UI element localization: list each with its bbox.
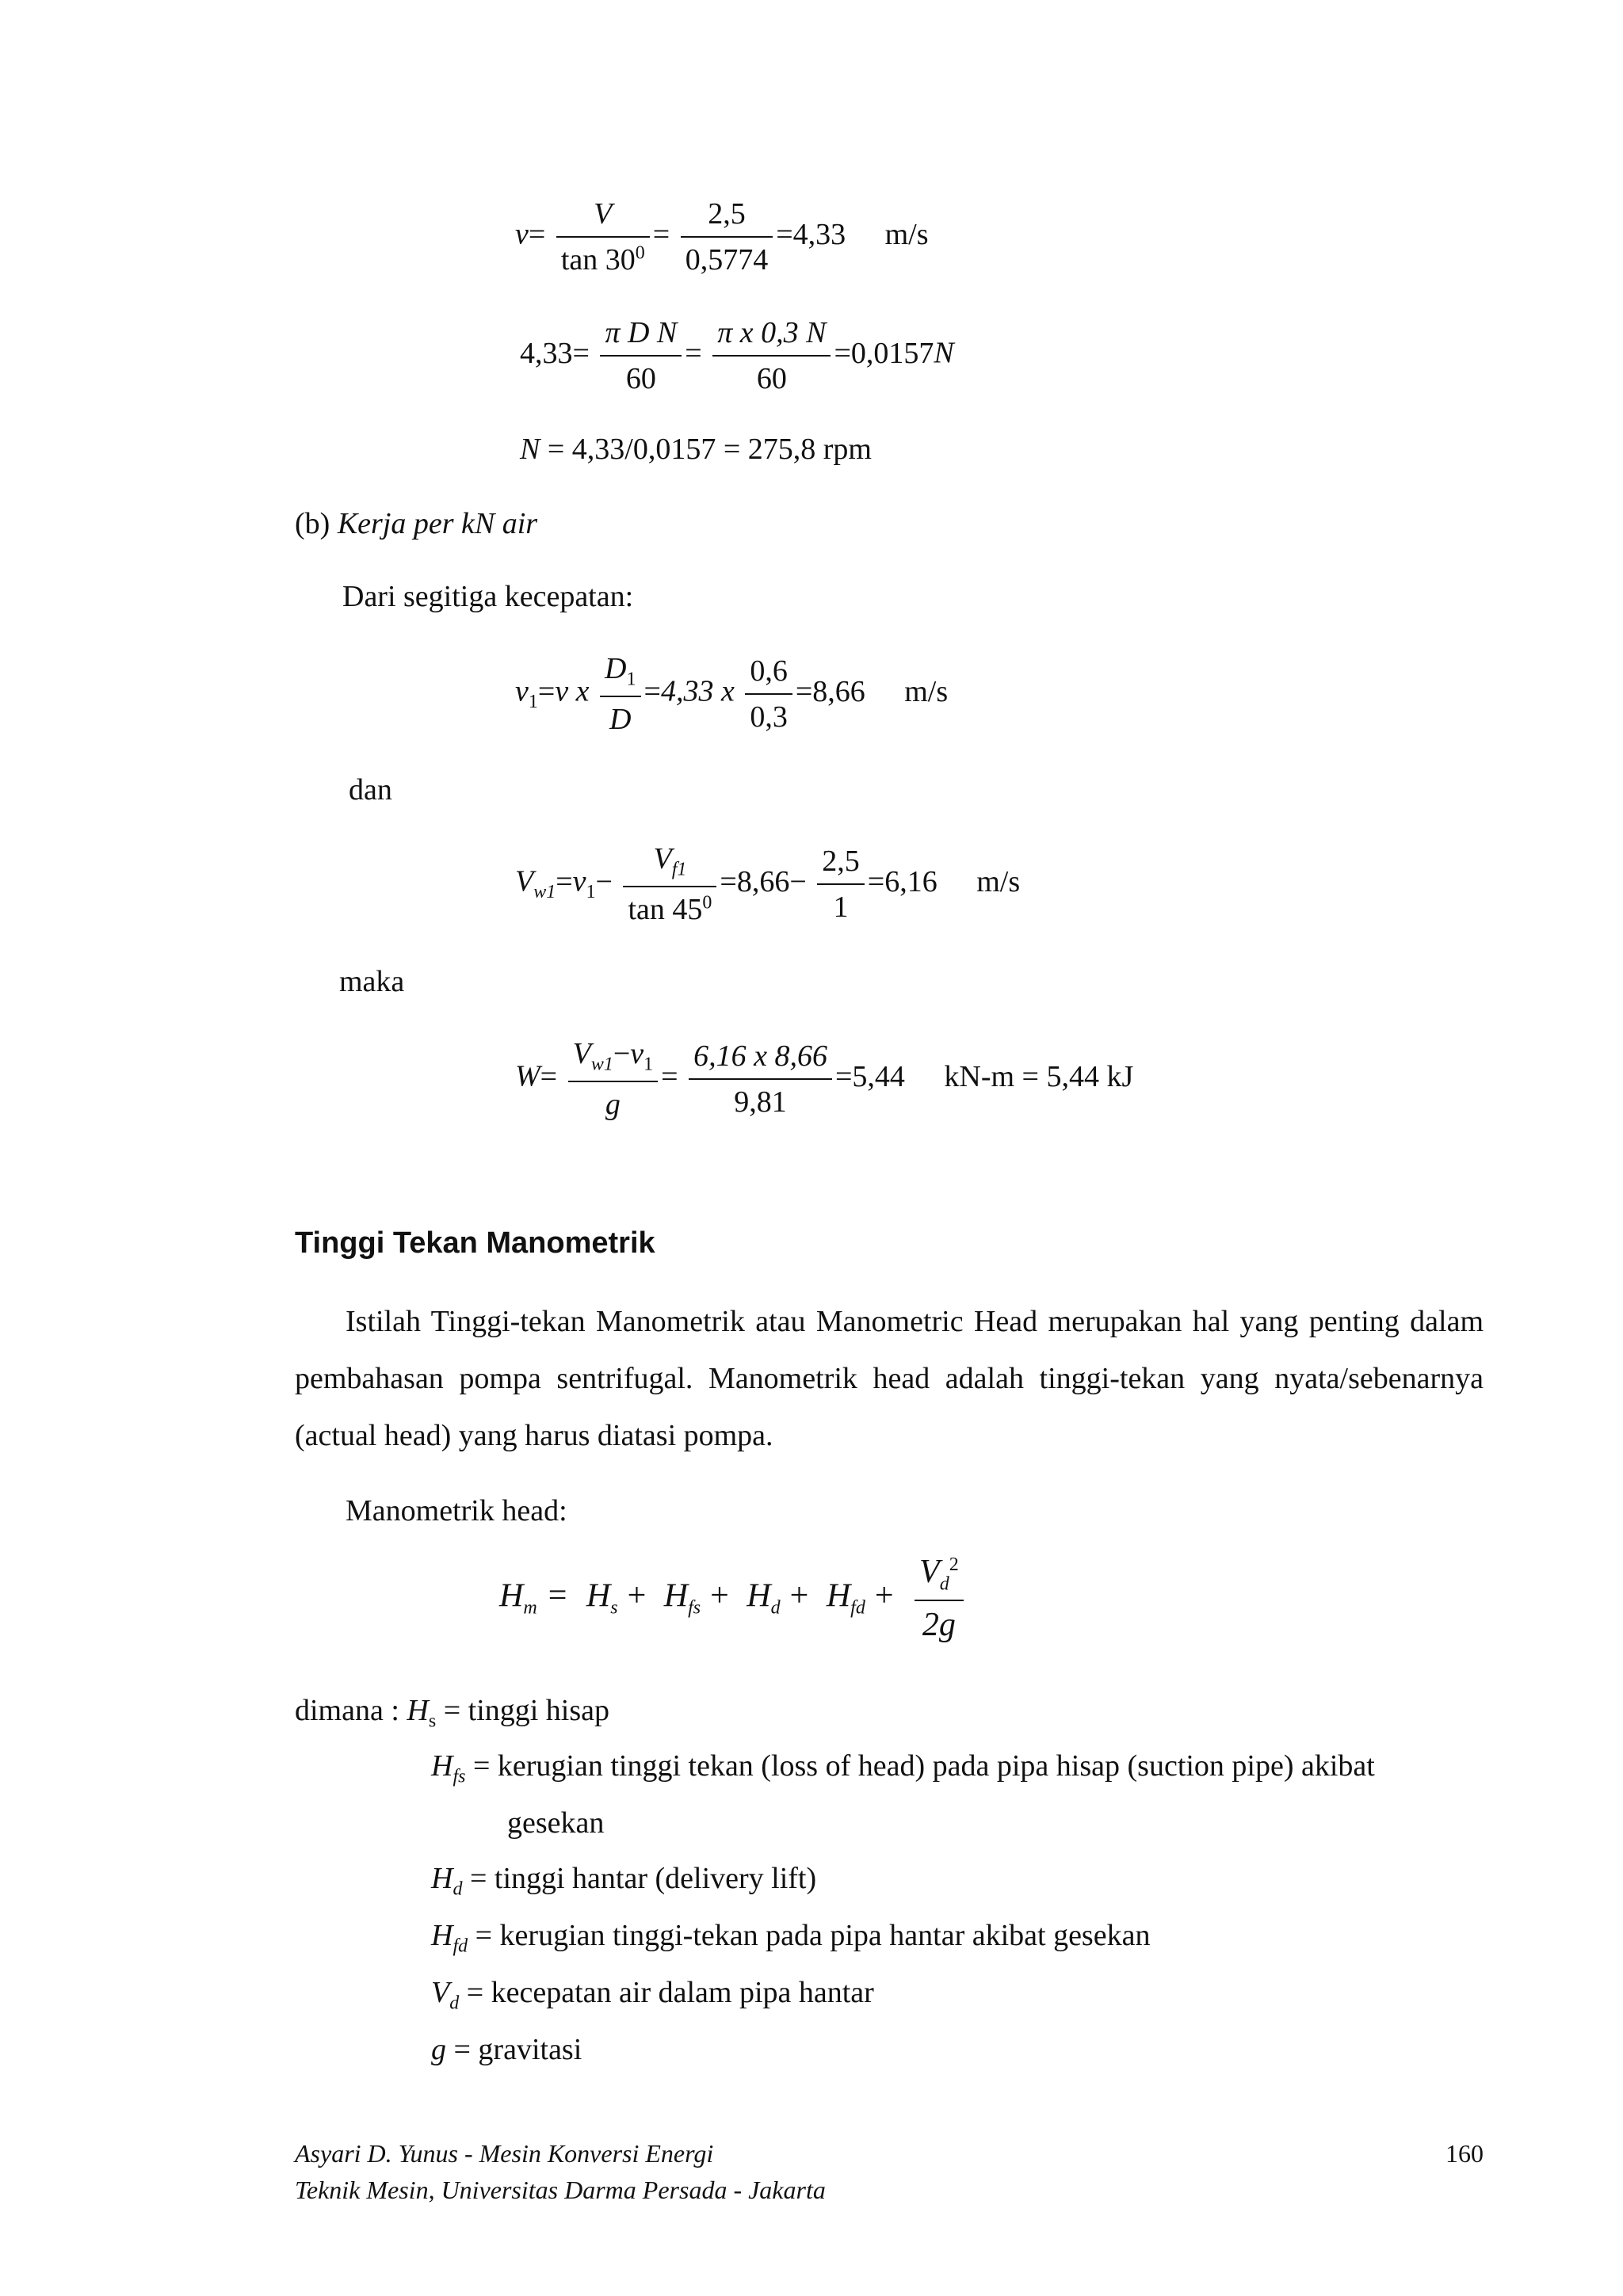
definition-hfd: $H_{fd}$ = kerugian tinggi-tekan pada pipa hantar akibat gesekan xyxy=(431,1919,1151,1957)
definition-hfs-continued: gesekan xyxy=(507,1806,605,1840)
definition-g: g = gravitasi xyxy=(431,2033,582,2066)
section-heading: Tinggi Tekan Manometrik xyxy=(295,1226,655,1260)
footer-institution: Teknik Mesin, Universitas Darma Persada - Jakarta xyxy=(295,2176,826,2204)
equation-manometric-head: $H_m = H_s + H_{fs} + H_d + H_{fd}$ + $\frac{V_d^2}{2g}$ xyxy=(499,1553,967,1644)
definition-hs: dimana : $H_s$ = tinggi hisap xyxy=(295,1694,610,1732)
definition-hd: $H_d$ = tinggi hantar (delivery lift) xyxy=(431,1862,817,1900)
equation-rotational-speed: 4,33= $\frac{\text{π D N}}{60}$ = $\frac{\text{π x 0,3 N}}{60}$ =0,0157N xyxy=(520,316,954,395)
dari-segitiga: Dari segitiga kecepatan: xyxy=(342,580,634,613)
definition-vd: $V_d$ = kecepatan air dalam pipa hantar xyxy=(431,1976,874,2014)
section-b-title: (b) Kerja per kN air xyxy=(295,507,538,540)
equation-n-result: N = 4,33/0,0157 = 275,8 rpm xyxy=(520,433,872,466)
equation-vw1: $V_{w1}=v_1-$ $\frac{V_{f1}}{\tan 45^0}$ =8,66− $\frac{2,5}{1}$ =6,16 m/s xyxy=(515,842,1021,926)
footer-author: Asyari D. Yunus - Mesin Konversi Energi xyxy=(295,2139,714,2168)
equation-v1: $v_1=v$ x $\frac{D_1}{D}$ =4,33 x $\frac{0,6}{0,3}$ =8,66 m/s xyxy=(515,652,949,736)
maka-label: maka xyxy=(339,965,405,998)
equation-work: W= $\frac{V_{w1}-v_1}{g}$ = $\frac{6,16 x 8,66}{9,81}$ =5,44 kN-m = 5,44 kJ xyxy=(515,1037,1134,1121)
equation-v: v= $\frac{V}{\tan 30^0}$ = $\frac{2,5}{0,5774}$ =4,33 m/s xyxy=(515,197,929,277)
paragraph-manometric-head: Istilah Tinggi-tekan Manometrik atau Manometric Head merupakan hal yang penting dalam pembahasan pompa sentrifugal. Manometrik head adalah tinggi-tekan yang nyata/sebenarnya (actual head) yang harus diatasi pompa. xyxy=(295,1305,1484,1452)
dan-label: dan xyxy=(349,773,392,807)
definition-hfs: $H_{fs}$ = kerugian tinggi tekan (loss of head) pada pipa hisap (suction pipe) akibat xyxy=(431,1749,1375,1787)
page-number: 160 xyxy=(1445,2139,1484,2168)
manometrik-head-label: Manometrik head: xyxy=(346,1494,567,1527)
